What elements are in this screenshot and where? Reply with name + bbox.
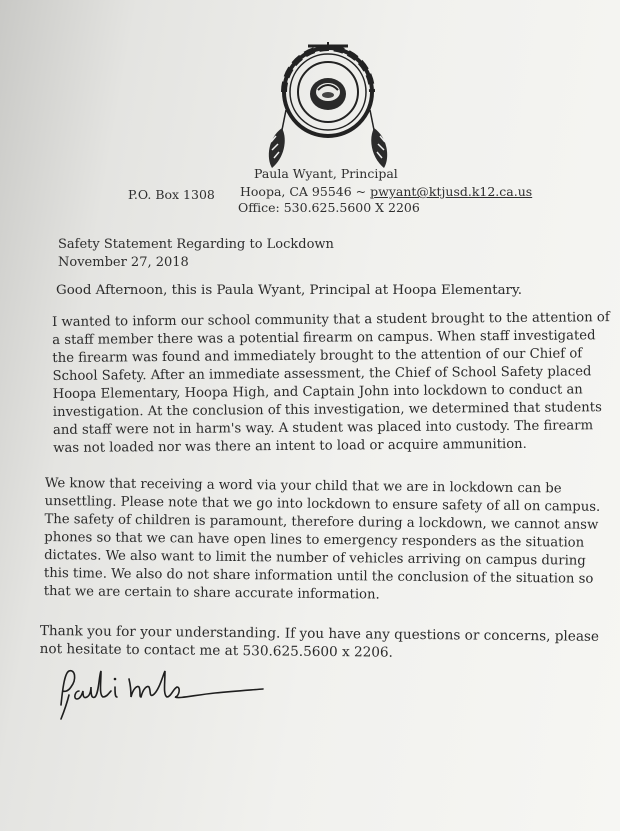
paragraph-line: I wanted to inform our school community that a student brought to the attention of [52, 310, 610, 330]
city-line: Hoopa, CA 95546 ~ [240, 184, 367, 199]
dreamcatcher-logo-icon [258, 40, 398, 170]
paragraph-1 [52, 309, 611, 458]
paragraph-line: School Safety. After an immediate assessment, the Chief of School Safety placed [52, 364, 592, 384]
closing-paragraph [40, 622, 599, 664]
paragraph-line: investigation. At the conclusion of this investigation, we determined that students [52, 400, 602, 420]
paragraph-line: phones so that we can have open lines to emergency responders as the situation [44, 529, 585, 551]
paragraph-line: unsettling. Please note that we go into lockdown to ensure safety of all on campus. [44, 493, 601, 515]
paragraph-line: was not loaded nor was there an intent to load or acquire ammunition. [53, 436, 527, 456]
greeting: Good Afternoon, this is Paula Wyant, Principal at Hoopa Elementary. [56, 283, 522, 298]
paragraph-line: dictates. We also want to limit the number of vehicles arriving on campus during [44, 547, 586, 569]
letter-subject: Safety Statement Regarding to Lockdown [58, 237, 334, 252]
signature-icon [55, 665, 275, 725]
paragraph-2 [44, 475, 601, 607]
paragraph-line: Hoopa Elementary, Hoopa High, and Captain John into lockdown to conduct an [52, 382, 583, 402]
paragraph-line: and staff were not in harm's way. A student was placed into custody. The firearm [52, 418, 594, 438]
paragraph-line: that we are certain to share accurate information. [43, 583, 380, 603]
paragraph-line: The safety of children is paramount, therefore during a lockdown, we cannot answ [44, 511, 599, 533]
office-phone: Office: 530.625.5600 X 2206 [238, 200, 420, 215]
closing-line: not hesitate to contact me at 530.625.5600 x 2206. [39, 640, 394, 661]
closing-line: Thank you for your understanding. If you have any questions or concerns, please [39, 622, 600, 645]
po-box: P.O. Box 1308 [128, 187, 215, 202]
email-link[interactable]: pwyant@ktjusd.k12.ca.us [370, 184, 533, 199]
letter-date: November 27, 2018 [58, 255, 189, 270]
principal-name: Paula Wyant, Principal [254, 166, 398, 181]
address-line [240, 184, 532, 200]
paragraph-line: a staff member there was a potential firearm on campus. When staff investigated [52, 328, 596, 348]
paragraph-line: the firearm was found and immediately brought to the attention of our Chief of [52, 346, 583, 366]
paragraph-line: We know that receiving a word via your child that we are in lockdown can be [44, 475, 562, 497]
paragraph-line: this time. We also do not share information until the conclusion of the situation so [43, 565, 594, 587]
